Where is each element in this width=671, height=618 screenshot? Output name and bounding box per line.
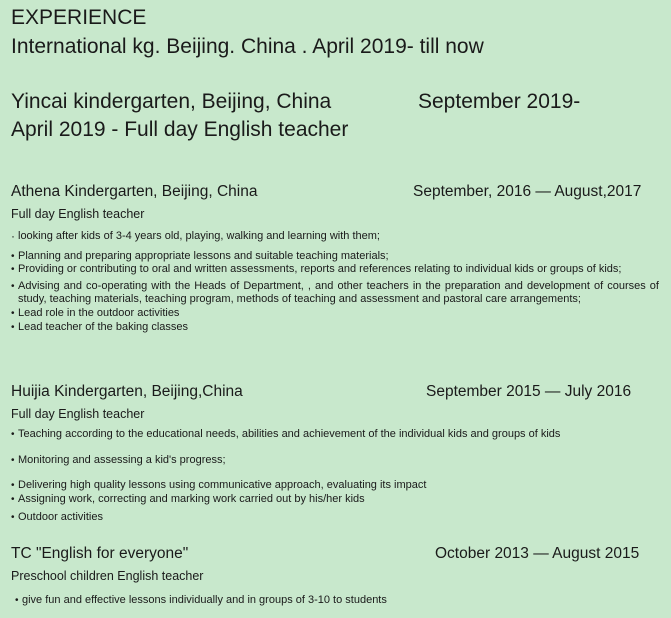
section-heading: EXPERIENCE xyxy=(11,6,147,29)
list-item: • Lead role in the outdoor activities xyxy=(11,307,659,321)
job-bullets-tc xyxy=(15,594,655,608)
job-bullets-huijia xyxy=(11,428,659,525)
job-title-huijia: Huijia Kindergarten, Beijing,China xyxy=(11,383,243,400)
job-title-athena: Athena Kindergarten, Beijing, China xyxy=(11,183,258,200)
job-dates-athena: September, 2016 — August,2017 xyxy=(413,183,642,200)
job-dates-huijia: September 2015 — July 2016 xyxy=(426,383,632,400)
list-item: • Planning and preparing appropriate lessons and suitable teaching materials; xyxy=(11,250,659,264)
current-position-line: International kg. Beijing. China . April 2019- till now xyxy=(11,35,484,58)
list-item: • Advising and co-operating with the Heads of Department, , and other teachers in the preparation and development of courses of study, teaching materials, teaching program, methods of teaching and assessment and pastoral care arrangements; xyxy=(11,280,659,307)
list-item: • give fun and effective lessons individually and in groups of 3-10 to students xyxy=(15,594,655,608)
yincai-role-line: April 2019 - Full day English teacher xyxy=(11,118,349,141)
yincai-employer: Yincai kindergarten, Beijing, China xyxy=(11,90,332,113)
list-item: · looking after kids of 3-4 years old, playing, walking and learning with them; xyxy=(11,230,659,244)
list-item: • Outdoor activities xyxy=(11,511,659,525)
job-dates-tc: October 2013 — August 2015 xyxy=(435,545,640,562)
job-bullets-athena xyxy=(11,230,659,334)
job-title-tc: TC "English for everyone" xyxy=(11,545,189,562)
job-role-athena: Full day English teacher xyxy=(11,207,145,221)
list-item: • Monitoring and assessing a kid's progress; xyxy=(11,454,659,468)
list-item: • Lead teacher of the baking classes xyxy=(11,321,659,335)
list-item: • Assigning work, correcting and marking work carried out by his/her kids xyxy=(11,493,659,507)
list-item: • Providing or contributing to oral and written assessments, reports and references relating to individual kids or groups of kids; xyxy=(11,263,659,277)
job-role-tc: Preschool children English teacher xyxy=(11,569,204,583)
list-item: • Teaching according to the educational needs, abilities and achievement of the individual kids and groups of kids xyxy=(11,428,659,442)
job-role-huijia: Full day English teacher xyxy=(11,407,145,421)
list-item: • Delivering high quality lessons using communicative approach, evaluating its impact xyxy=(11,479,659,493)
yincai-dates: September 2019- xyxy=(418,90,581,113)
